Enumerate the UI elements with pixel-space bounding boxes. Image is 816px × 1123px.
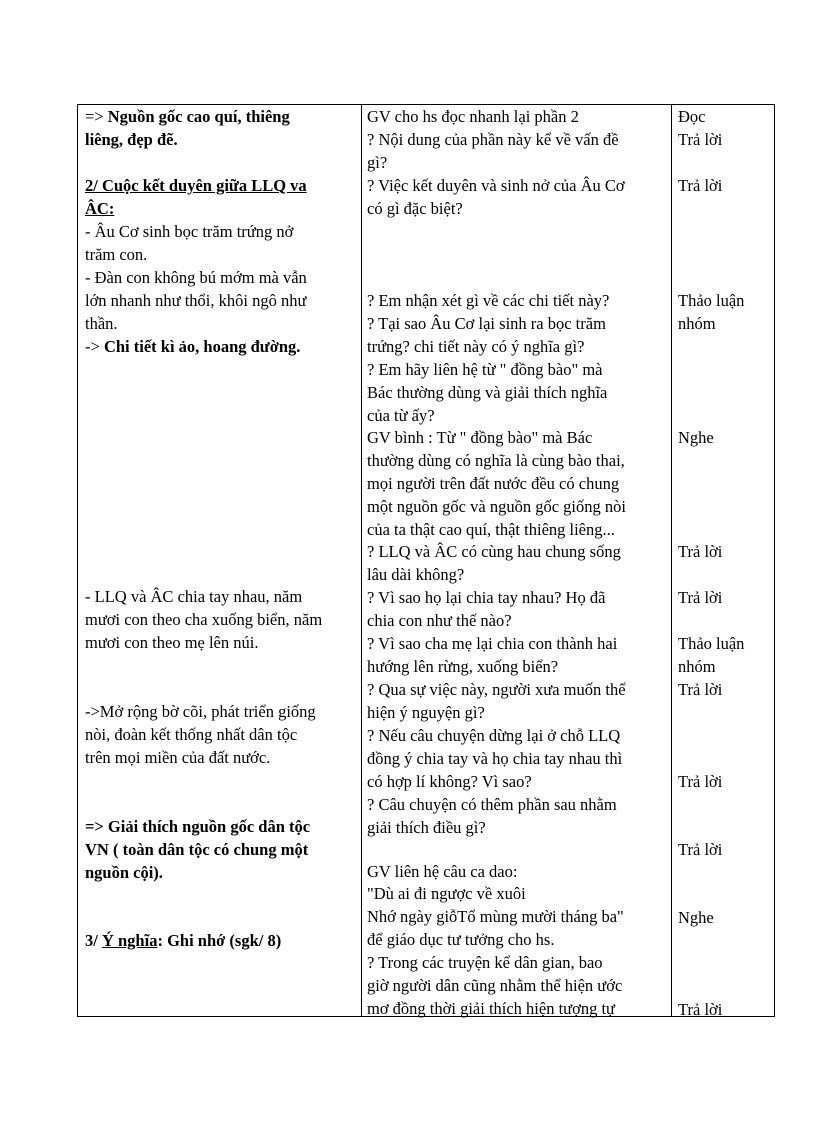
student-activity: Trả lời	[678, 772, 723, 791]
student-activity: Trả lời	[678, 840, 723, 859]
student-activity: Trả lời	[678, 176, 723, 195]
activity-line: ? Vì sao cha mẹ lại chia con thành hai	[367, 634, 618, 653]
activity-line: để giáo dục tư tưởng cho hs.	[367, 930, 555, 949]
activity-line: gì?	[367, 153, 388, 172]
content-line: lớn nhanh như thổi, khôi ngô như	[85, 291, 307, 310]
activity-line: ? Nội dung của phần này kể về vấn đề	[367, 130, 619, 149]
activity-line: ? Qua sự việc này, người xưa muốn thể	[367, 680, 626, 699]
content-line: - Âu Cơ sinh bọc trăm trứng nở	[85, 222, 294, 241]
content-line: - LLQ và ÂC chia tay nhau, năm	[85, 587, 303, 606]
content-line: - Đàn con không bú mớm mà vẫn	[85, 268, 307, 287]
content-line: nguồn cội).	[85, 863, 163, 882]
activity-line: GV bình : Từ " đồng bào" mà Bác	[367, 428, 593, 447]
activity-line: đồng ý chia tay và họ chia tay nhau thì	[367, 749, 623, 768]
content-line: liêng, đẹp đẽ.	[85, 130, 178, 149]
student-activity: Trả lời	[678, 588, 723, 607]
activity-line: chia con như thế nào?	[367, 611, 512, 630]
activity-line: của ta thật cao quí, thật thiêng liêng...	[367, 520, 615, 539]
activity-line: ? Trong các truyện kể dân gian, bao	[367, 953, 603, 972]
content-line: -> Chi tiết kì ảo, hoang đường.	[85, 337, 301, 356]
student-activity: Nghe	[678, 428, 714, 447]
content-line: trăm con.	[85, 245, 148, 264]
activity-line: có gì đặc biệt?	[367, 199, 463, 218]
activity-line: Nhớ ngày giỗTổ mùng mười tháng ba"	[367, 907, 624, 926]
content-line: mươi con theo cha xuống biển, năm	[85, 610, 323, 629]
activity-line: thường dùng có nghĩa là cùng bào thai,	[367, 451, 625, 470]
content-line: thần.	[85, 314, 118, 333]
content-column	[85, 105, 357, 1016]
activity-line: lâu dài không?	[367, 565, 465, 584]
activity-line: ? Việc kết duyên và sinh nở của Âu Cơ	[367, 176, 625, 195]
activity-line: ? Nếu câu chuyện dừng lại ở chỗ LLQ	[367, 726, 621, 745]
activity-line: mọi người trên đất nước đều có chung	[367, 474, 620, 493]
activity-line: trứng? chi tiết này có ý nghĩa gì?	[367, 337, 585, 356]
student-activity: Nghe	[678, 908, 714, 927]
section-heading: 3/ Ý nghĩa: Ghi nhớ (sgk/ 8)	[85, 931, 282, 950]
section-heading: 2/ Cuộc kết duyên giữa LLQ va	[85, 176, 307, 195]
activity-line: giờ người dân cũng nhằm thể hiện ước	[367, 976, 623, 995]
activity-line: ? Em nhận xét gì về các chi tiết này?	[367, 291, 610, 310]
activity-line: có hợp lí không? Vì sao?	[367, 772, 532, 791]
content-line: => Giải thích nguồn gốc dân tộc	[85, 817, 311, 836]
activity-line: của từ ấy?	[367, 406, 435, 425]
student-activity: Trả lời	[678, 1000, 723, 1019]
activity-line: ? Em hãy liên hệ từ " đồng bào" mà	[367, 360, 603, 379]
student-activity: nhóm	[678, 314, 716, 333]
lesson-table	[77, 104, 775, 1017]
content-line: trên mọi miền của đất nước.	[85, 748, 271, 767]
student-activity-column	[678, 105, 772, 1019]
activity-line: một nguồn gốc và nguồn gốc giống nòi	[367, 497, 626, 516]
activity-line: GV cho hs đọc nhanh lại phần 2	[367, 107, 579, 126]
activity-line: hiện ý nguyện gì?	[367, 703, 485, 722]
activity-line: ? Tại sao Âu Cơ lại sinh ra bọc trăm	[367, 314, 606, 333]
student-activity: Thảo luận	[678, 291, 745, 310]
activity-line: "Dù ai đi ngược về xuôi	[367, 884, 526, 903]
student-activity: Trả lời	[678, 680, 723, 699]
content-line: mươi con theo mẹ lên núi.	[85, 633, 259, 652]
student-activity: Trả lời	[678, 542, 723, 561]
content-line: => Nguồn gốc cao quí, thiêng	[85, 107, 290, 126]
activity-line: hướng lên rừng, xuống biển?	[367, 657, 559, 676]
activity-line: mơ đồng thời giải thích hiện tượng tự	[367, 999, 615, 1018]
student-activity: Trả lời	[678, 130, 723, 149]
content-line: nòi, đoàn kết thống nhất dân tộc	[85, 725, 298, 744]
column-divider-1	[361, 105, 362, 1016]
teacher-activity-column	[367, 105, 667, 1016]
content-line: VN ( toàn dân tộc có chung một	[85, 840, 309, 859]
activity-line: ? LLQ và ÂC có cùng hau chung sống	[367, 542, 621, 561]
activity-line: ? Câu chuyện có thêm phần sau nhằm	[367, 795, 617, 814]
student-activity: Thảo luận	[678, 634, 745, 653]
section-heading: ÂC:	[85, 199, 115, 218]
student-activity: Đọc	[678, 107, 706, 126]
content-line: ->Mở rộng bờ cõi, phát triển giống	[85, 702, 316, 721]
activity-line: ? Vì sao họ lại chia tay nhau? Họ đã	[367, 588, 606, 607]
column-divider-2	[671, 105, 672, 1016]
activity-line: GV liên hệ câu ca dao:	[367, 862, 518, 881]
activity-line: Bác thường dùng và giải thích nghĩa	[367, 383, 608, 402]
activity-line: giải thích điều gì?	[367, 818, 486, 837]
student-activity: nhóm	[678, 657, 716, 676]
